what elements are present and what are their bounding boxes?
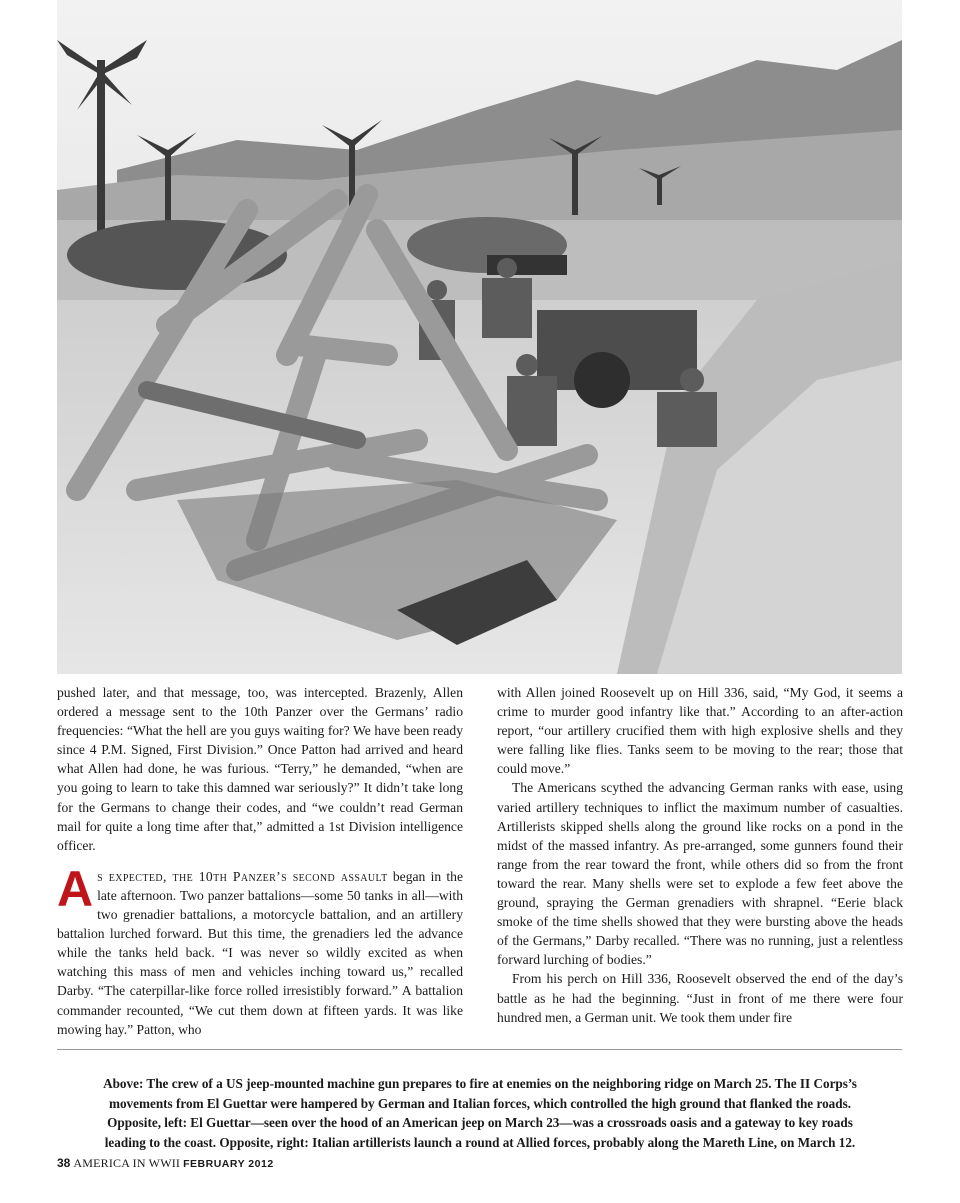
caption-line: Above: The crew of a US jeep-mounted machine gun prepares to fire at enemies on the neighboring ridge on March 25. The II Corps’s xyxy=(103,1076,857,1091)
article-photo xyxy=(57,0,902,674)
magazine-title: AMERICA IN WWII xyxy=(73,1156,181,1170)
left-paragraph-2-body: began in the late afternoon. Two panzer battalions—some 50 tanks in all—with two grenadier battalions, a motorcycle battalion, and an artillery battalion lurched forward. But this time, the grenadiers led the advance while the tanks held back. “I was never so wildly excited as when watching this mass of men and vehicles inching toward us,” recalled Darby. “The caterpillar-like force rolled irresistibly forward.” A battalion commander recounted, “We cut them down at fifteen yards. It was like mowing hay.” Patton, who xyxy=(57,868,463,1037)
right-paragraph-2: The Americans scythed the advancing German ranks with ease, using varied artillery techniques to inflict the maximum number of casualties. Artillerists skipped shells along the ground like rocks on a pond in the midst of the massed infantry. As pre-arranged, some gunners found their range from the rear toward the front, while others did so from the front toward the rear. Many shells were set to explode a few feet above the ground, spraying the German grenadiers with shrapnel. “Eerie black smoke of the time shells showed that they were bursting above the heads of the Germans,” Darby recalled. “There was no running, just a relentless forward lurching of bodies.” xyxy=(497,780,903,968)
drop-cap: A xyxy=(57,860,94,917)
left-text-column xyxy=(57,683,463,1039)
caption-line: Opposite, left: El Guettar—seen over the hood of an American jeep on March 23—was a crossroads oasis and a gateway to key roads xyxy=(107,1115,853,1131)
battlefield-photo-illustration xyxy=(57,0,902,674)
caption-line: leading to the coast. Opposite, right: Italian artillerists launch a round at Allied forces, probably along the Mareth Line, on March 12. xyxy=(104,1134,856,1150)
right-paragraph-3: From his perch on Hill 336, Roosevelt observed the end of the day’s battle as he had the beginning. “Just in front of me there were four hundred men, a German unit. We took them under fire xyxy=(497,971,903,1025)
photo-caption xyxy=(80,1074,880,1152)
issue-date: FEBRUARY 2012 xyxy=(183,1158,274,1170)
caption-line: movements from El Guettar were hampered by German and Italian forces, which controlled the high ground that flanked the roads. xyxy=(108,1095,852,1111)
page-number: 38 xyxy=(57,1156,71,1170)
left-paragraph-2 xyxy=(57,860,463,1039)
left-paragraph-1: pushed later, and that message, too, was intercepted. Brazenly, Allen ordered a message sent to the 10th Panzer over the Germans’ radio frequencies: “What the hell are you guys waiting for? We have been ready since 4 P.M. Signed, First Division.” Once Patton had arrived and heard what Allen had done, he was furious. “Terry,” he demanded, “when are you going to learn to take this damned war seriously?” It didn’t take long for the Germans to change their codes, and “we couldn’t read German mail for quite a long time after that,” admitted a 1st Division intelligence officer. xyxy=(57,685,463,853)
page-footer xyxy=(57,1156,274,1171)
lead-in-smallcaps: s expected, the 10th Panzer’s second assault xyxy=(97,868,388,884)
caption-divider xyxy=(57,1049,902,1050)
right-text-column xyxy=(497,683,903,1027)
right-paragraph-1: with Allen joined Roosevelt up on Hill 336, said, “My God, it seems a crime to murder good infantry like that.” According to an after-action report, “our artillery crucified them with high explosive shells and they were falling like flies. Tanks seem to be moving to the rear; those that could move.” xyxy=(497,685,903,777)
